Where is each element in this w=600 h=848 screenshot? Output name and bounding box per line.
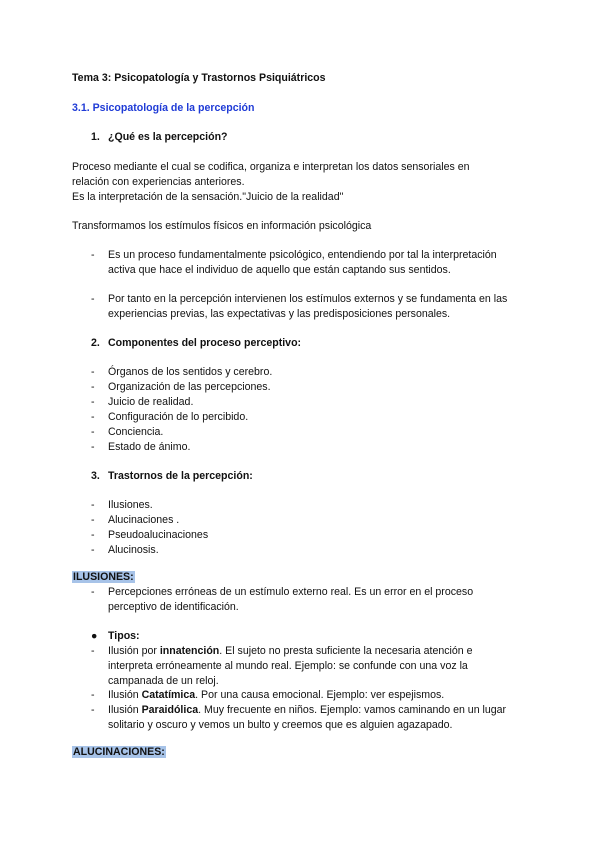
question-1: [91, 130, 228, 145]
question-1-label: ¿Qué es la percepción?: [108, 131, 228, 143]
dash-marker: -: [91, 293, 95, 305]
tipo2-pre: Ilusión: [108, 689, 142, 701]
dash-marker: -: [91, 249, 95, 261]
dash-marker: -: [91, 381, 95, 393]
tipo1-line3: campanada de un reloj.: [108, 675, 219, 687]
question-3-label: Trastornos de la percepción:: [108, 470, 253, 482]
dash-marker: -: [91, 411, 95, 423]
component-item: Órganos de los sentidos y cerebro.: [108, 366, 273, 378]
question-3-number: 3.: [91, 470, 100, 482]
tipo3-pre: Ilusión: [108, 704, 142, 716]
tipo1-pre: Ilusión por: [108, 645, 160, 657]
dash-marker: -: [91, 529, 95, 541]
tipos-label: Tipos:: [108, 630, 140, 642]
para2: Transformamos los estímulos físicos en información psicológica: [72, 220, 372, 232]
dash-marker: -: [91, 396, 95, 408]
question-2-number: 2.: [91, 337, 100, 349]
disorder-item: Alucinaciones .: [108, 514, 180, 526]
component-item: Estado de ánimo.: [108, 441, 191, 453]
para1-line3: Es la interpretación de la sensación."Juicio de la realidad": [72, 191, 344, 203]
tipo1-term: innatención: [159, 645, 220, 657]
ilusiones-def-line2: perceptivo de identificación.: [108, 601, 239, 613]
dash-marker: -: [91, 704, 95, 716]
component-item: Juicio de realidad.: [108, 396, 194, 408]
component-item: Configuración de lo percibido.: [108, 411, 249, 423]
section-heading: 3.1. Psicopatología de la percepción: [72, 102, 255, 114]
dash-marker: -: [91, 499, 95, 511]
dash-marker: -: [91, 544, 95, 556]
tipo2-post: . Por una causa emocional. Ejemplo: ver espejismos.: [195, 689, 445, 701]
tipo2-term: Catatímica: [141, 689, 196, 701]
disorder-item: Ilusiones.: [108, 499, 153, 511]
alucinaciones-heading: ALUCINACIONES:: [73, 746, 165, 758]
question-1-number: 1.: [91, 131, 100, 143]
disorder-item: Pseudoalucinaciones: [108, 529, 209, 541]
para1-line1: Proceso mediante el cual se codifica, organiza e interpretan los datos sensoriales en: [72, 161, 470, 173]
tipo1-line2: interpreta erróneamente al mundo real. Ejemplo: se confunde con una voz la: [108, 660, 468, 672]
dash-marker: -: [91, 426, 95, 438]
bullet1-line1: Es un proceso fundamentalmente psicológico, entendiendo por tal la interpretación: [108, 249, 497, 261]
component-item: Conciencia.: [108, 426, 164, 438]
dash-marker: -: [91, 514, 95, 526]
tipos-bullet: [91, 629, 140, 644]
dash-marker: -: [91, 689, 95, 701]
tipo1-post: . El sujeto no presta suficiente la necesaria atención e: [219, 645, 473, 657]
ilusiones-heading: ILUSIONES:: [73, 571, 134, 583]
bullet-dot-icon: ●: [91, 630, 98, 642]
tipo3-line2: solitario y oscuro y vemos un bulto y creemos que es alguien agazapado.: [108, 719, 453, 731]
bullet1-line2: activa que hace el individuo de aquello que están captando sus sentidos.: [108, 264, 451, 276]
dash-marker: -: [91, 441, 95, 453]
document-title: Tema 3: Psicopatología y Trastornos Psiquiátricos: [72, 72, 326, 84]
dash-marker: -: [91, 645, 95, 657]
bullet2-line2: experiencias previas, las expectativas y las predisposiciones personales.: [108, 308, 451, 320]
disorder-item: Alucinosis.: [108, 544, 159, 556]
question-2-label: Componentes del proceso perceptivo:: [108, 337, 302, 349]
question-2: [91, 336, 301, 351]
component-item: Organización de las percepciones.: [108, 381, 271, 393]
dash-marker: -: [91, 366, 95, 378]
ilusiones-def-line1: Percepciones erróneas de un estímulo externo real. Es un error en el proceso: [108, 586, 474, 598]
tipo3-term: Paraidólica: [141, 704, 199, 716]
question-3: [91, 469, 253, 484]
para1-line2: relación con experiencias anteriores.: [72, 176, 245, 188]
tipo3-post: . Muy frecuente en niños. Ejemplo: vamos caminando en un lugar: [198, 704, 507, 716]
bullet2-line1: Por tanto en la percepción intervienen los estímulos externos y se fundamenta en las: [108, 293, 508, 305]
dash-marker: -: [91, 586, 95, 598]
